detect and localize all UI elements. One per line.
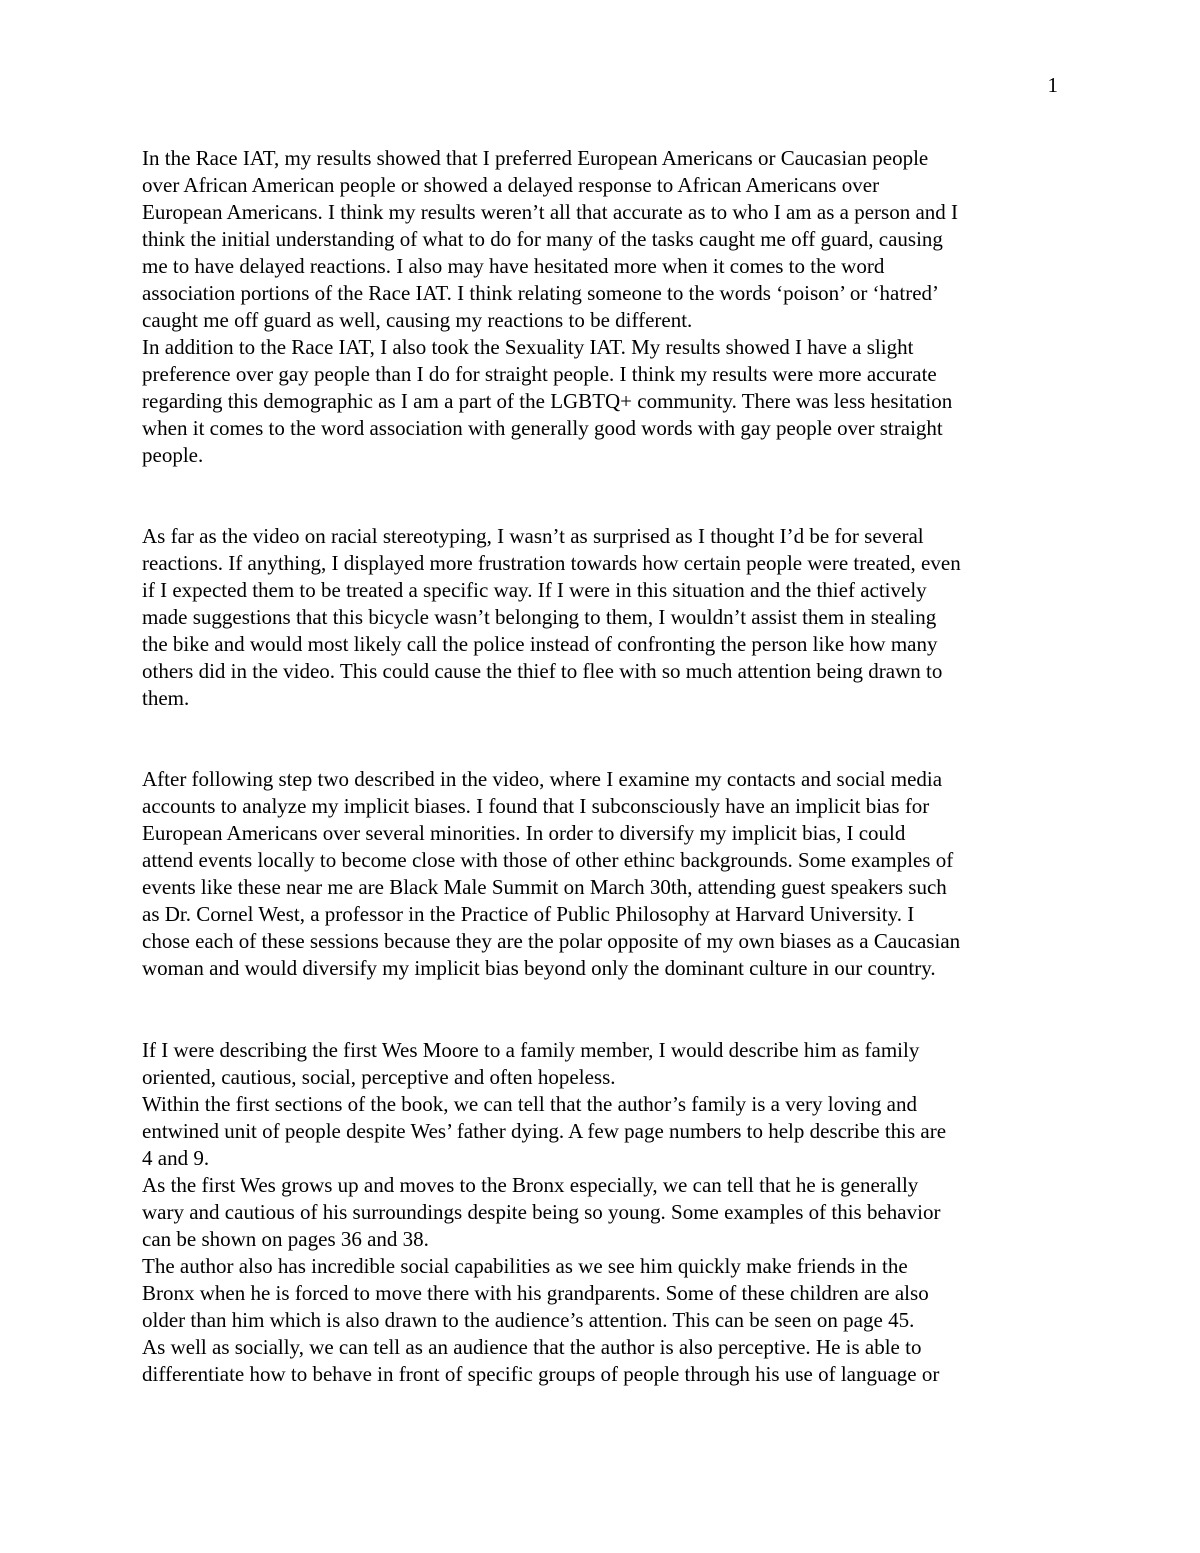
text-line: differentiate how to behave in front of specific groups of people through his use of language or [142, 1362, 940, 1386]
text-line: attend events locally to become close with those of other ethinc backgrounds. Some examples of [142, 848, 954, 872]
text-line: the bike and would most likely call the police instead of confronting the person like how many [142, 632, 938, 656]
text-line: think the initial understanding of what to do for many of the tasks caught me off guard, causing [142, 227, 943, 251]
text-line: The author also has incredible social capabilities as we see him quickly make friends in the [142, 1254, 908, 1278]
text-line: European Americans over several minorities. In order to diversify my implicit bias, I could [142, 821, 906, 845]
text-line: others did in the video. This could cause the thief to flee with so much attention being drawn to [142, 659, 943, 683]
text-line: them. [142, 686, 190, 710]
text-line: regarding this demographic as I am a part of the LGBTQ+ community. There was less hesitation [142, 389, 953, 413]
text-line: older than him which is also drawn to the audience’s attention. This can be seen on page 45. [142, 1308, 915, 1332]
text-line: Within the first sections of the book, we can tell that the author’s family is a very loving and [142, 1092, 918, 1116]
text-line: preference over gay people than I do for straight people. I think my results were more accurate [142, 362, 937, 386]
text-line: events like these near me are Black Male Summit on March 30th, attending guest speakers such [142, 875, 947, 899]
text-line: entwined unit of people despite Wes’ father dying. A few page numbers to help describe this are [142, 1119, 947, 1143]
text-line: as Dr. Cornel West, a professor in the Practice of Public Philosophy at Harvard University. I [142, 902, 915, 926]
text-line: chose each of these sessions because they are the polar opposite of my own biases as a Caucasian [142, 929, 961, 953]
page-number: 1 [1047, 73, 1058, 97]
text-line: oriented, cautious, social, perceptive and often hopeless. [142, 1065, 616, 1089]
text-line: accounts to analyze my implicit biases. I found that I subconsciously have an implicit bias for [142, 794, 930, 818]
text-line: 4 and 9. [142, 1146, 210, 1170]
text-line: After following step two described in the video, where I examine my contacts and social media [142, 767, 943, 791]
text-line: European Americans. I think my results weren’t all that accurate as to who I am as a person and I [142, 200, 959, 224]
text-line: In addition to the Race IAT, I also took the Sexuality IAT. My results showed I have a slight [142, 335, 914, 359]
text-line: association portions of the Race IAT. I think relating someone to the words ‘poison’ or ‘hatred’ [142, 281, 940, 305]
text-line: can be shown on pages 36 and 38. [142, 1227, 429, 1251]
text-line: me to have delayed reactions. I also may have hesitated more when it comes to the word [142, 254, 885, 278]
text-line: if I expected them to be treated a specific way. If I were in this situation and the thief actively [142, 578, 927, 602]
text-line: As well as socially, we can tell as an audience that the author is also perceptive. He is able to [142, 1335, 922, 1359]
text-line: people. [142, 443, 204, 467]
text-line: reactions. If anything, I displayed more frustration towards how certain people were treated, even [142, 551, 961, 575]
text-line: wary and cautious of his surroundings despite being so young. Some examples of this behavior [142, 1200, 941, 1224]
text-line: If I were describing the first Wes Moore to a family member, I would describe him as family [142, 1038, 920, 1062]
text-line: when it comes to the word association with generally good words with gay people over straight [142, 416, 943, 440]
text-line: As far as the video on racial stereotyping, I wasn’t as surprised as I thought I’d be for several [142, 524, 924, 548]
text-line: woman and would diversify my implicit bias beyond only the dominant culture in our country. [142, 956, 936, 980]
text-line: over African American people or showed a delayed response to African Americans over [142, 173, 880, 197]
text-line: As the first Wes grows up and moves to the Bronx especially, we can tell that he is generally [142, 1173, 919, 1197]
text-line: made suggestions that this bicycle wasn’t belonging to them, I wouldn’t assist them in stealing [142, 605, 937, 629]
text-line: caught me off guard as well, causing my reactions to be different. [142, 308, 693, 332]
text-line: Bronx when he is forced to move there with his grandparents. Some of these children are also [142, 1281, 929, 1305]
text-line: In the Race IAT, my results showed that I preferred European Americans or Caucasian people [142, 146, 929, 170]
